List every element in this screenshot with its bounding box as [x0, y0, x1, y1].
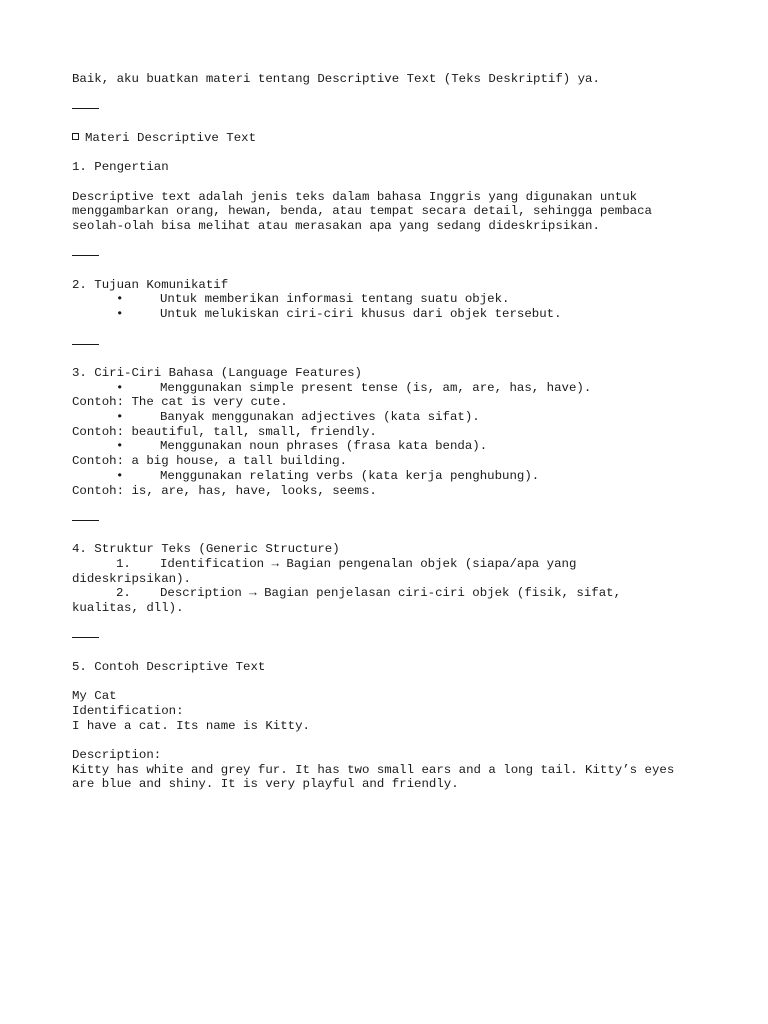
- list-item-continuation: kualitas, dll).: [72, 601, 184, 616]
- example-title: My Cat: [72, 689, 117, 704]
- bullet-marker: •: [116, 292, 124, 307]
- bullet-marker: •: [116, 307, 124, 322]
- horizontal-rule: [72, 337, 692, 352]
- identification-body: I have a cat. Its name is Kitty.: [72, 718, 310, 733]
- spacer: [72, 616, 692, 631]
- description-body-line: Kitty has white and grey fur. It has two small ears and a long tail. Kitty’s eyes: [72, 762, 675, 777]
- square-bullet-icon: [72, 133, 79, 140]
- list-item-text: Menggunakan noun phrases (frasa kata benda).: [160, 439, 488, 454]
- document-page: [72, 72, 692, 792]
- description-label: Description:: [72, 748, 162, 763]
- list-item: [72, 469, 692, 484]
- list-item-text: Banyak menggunakan adjectives (kata sifat).: [160, 410, 480, 424]
- description-body-line: are blue and shiny. It is very playful and friendly.: [72, 777, 459, 792]
- spacer: [72, 234, 692, 249]
- example-text: Contoh: a big house, a tall building.: [72, 454, 348, 469]
- section-4-title: 4. Struktur Teks (Generic Structure): [72, 542, 340, 557]
- list-item: [72, 410, 692, 425]
- main-heading: [72, 131, 692, 146]
- intro-text: Baik, aku buatkan materi tentang Descriptive Text (Teks Deskriptif) ya.: [72, 72, 600, 86]
- number-marker: 2.: [116, 586, 131, 601]
- list-item: [72, 307, 692, 322]
- section-1-title: 1. Pengertian: [72, 160, 169, 175]
- spacer: [72, 116, 692, 131]
- spacer: [72, 263, 692, 278]
- horizontal-rule: [72, 101, 692, 116]
- list-item: [72, 292, 692, 307]
- spacer: [72, 175, 692, 190]
- section-3-title: 3. Ciri-Ciri Bahasa (Language Features): [72, 365, 362, 380]
- horizontal-rule: [72, 630, 692, 645]
- list-item-text: Untuk melukiskan ciri-ciri khusus dari objek tersebut.: [160, 307, 562, 322]
- list-item-text: Description → Bagian penjelasan ciri-ciri objek (fisik, sifat,: [160, 586, 622, 601]
- example-text: Contoh: The cat is very cute.: [72, 395, 288, 410]
- list-item-text: Menggunakan relating verbs (kata kerja penghubung).: [160, 468, 540, 483]
- list-item: [72, 439, 692, 454]
- spacer: [72, 498, 692, 513]
- spacer: [72, 322, 692, 337]
- spacer: [72, 145, 692, 160]
- spacer: [72, 528, 692, 543]
- bullet-marker: •: [116, 468, 124, 483]
- spacer: [72, 675, 692, 690]
- section-2-title: 2. Tujuan Komunikatif: [72, 277, 229, 292]
- bullet-marker: •: [116, 439, 124, 454]
- list-item: [72, 586, 692, 601]
- list-item-text: Menggunakan simple present tense (is, am, are, has, have).: [160, 380, 592, 395]
- bullet-marker: •: [116, 410, 124, 424]
- list-item: [72, 557, 692, 572]
- horizontal-rule: [72, 513, 692, 528]
- spacer: [72, 87, 692, 102]
- number-marker: 1.: [116, 556, 131, 571]
- horizontal-rule: [72, 248, 692, 263]
- section-1-body: Descriptive text adalah jenis teks dalam bahasa Inggris yang digunakan untuk menggambarkan orang, hewan, benda, atau tempat secara detail, sehingga pembaca seolah-olah bisa melihat atau merasakan apa yang sedang dideskripsikan.: [72, 189, 660, 233]
- list-item-text: Identification → Bagian pengenalan objek (siapa/apa yang: [160, 556, 577, 571]
- bullet-marker: •: [116, 380, 124, 395]
- list-item-text: Untuk memberikan informasi tentang suatu objek.: [160, 292, 510, 307]
- list-item: [72, 381, 692, 396]
- section-5-title: 5. Contoh Descriptive Text: [72, 659, 266, 674]
- identification-label: Identification:: [72, 703, 184, 718]
- list-item-continuation: dideskripsikan).: [72, 571, 191, 586]
- example-text: Contoh: is, are, has, have, looks, seems.: [72, 483, 377, 498]
- spacer: [72, 351, 692, 366]
- main-heading-text: Materi Descriptive Text: [85, 130, 257, 145]
- spacer: [72, 645, 692, 660]
- example-text: Contoh: beautiful, tall, small, friendly.: [72, 424, 377, 439]
- spacer: [72, 733, 692, 748]
